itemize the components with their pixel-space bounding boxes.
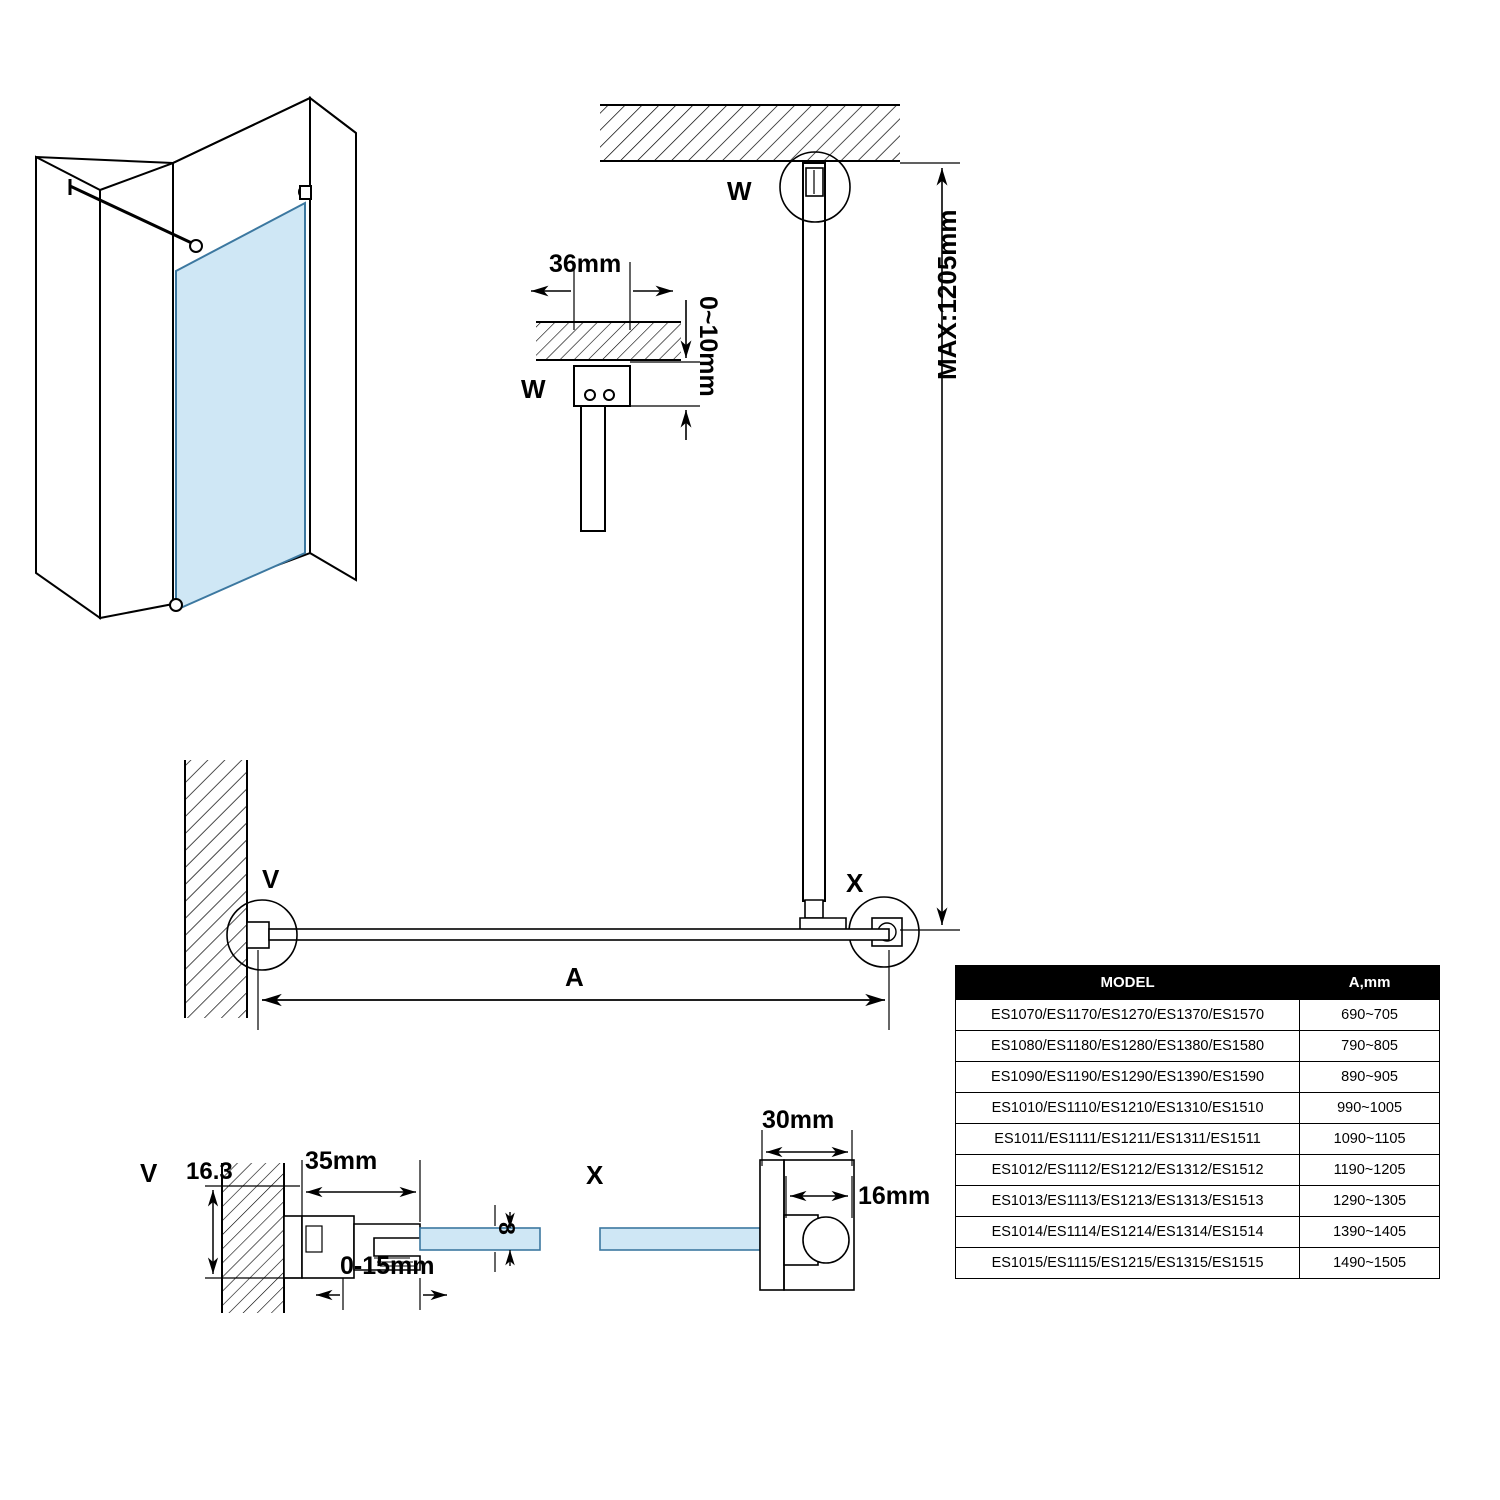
header-a-mm: A,mm — [1300, 966, 1440, 1000]
cell-model: ES1070/ES1170/ES1270/ES1370/ES1570 — [956, 1000, 1300, 1031]
table-header-row — [956, 966, 1440, 1000]
dim-36mm: 36mm — [549, 250, 622, 278]
perspective-view — [36, 98, 356, 618]
label-v-detail: V — [140, 1158, 158, 1188]
cell-a-mm: 1190~1205 — [1300, 1155, 1440, 1186]
table-row — [956, 1093, 1440, 1124]
dim-30mm: 30mm — [762, 1106, 835, 1134]
dim-0-15mm: 0-15mm — [340, 1252, 435, 1280]
cell-model: ES1090/ES1190/ES1290/ES1390/ES1590 — [956, 1062, 1300, 1093]
w-detail-view — [531, 262, 700, 531]
cell-model: ES1013/ES1113/ES1213/ES1313/ES1513 — [956, 1186, 1300, 1217]
cell-a-mm: 1290~1305 — [1300, 1186, 1440, 1217]
dim-a: A — [565, 962, 584, 992]
cell-a-mm: 790~805 — [1300, 1031, 1440, 1062]
cell-model: ES1012/ES1112/ES1212/ES1312/ES1512 — [956, 1155, 1300, 1186]
table-row — [956, 1217, 1440, 1248]
cell-a-mm: 1490~1505 — [1300, 1248, 1440, 1279]
table-row — [956, 1000, 1440, 1031]
dim-0-10mm: 0~10mm — [694, 296, 722, 397]
table-row — [956, 1186, 1440, 1217]
cell-model: ES1014/ES1114/ES1214/ES1314/ES1514 — [956, 1217, 1300, 1248]
cell-a-mm: 990~1005 — [1300, 1093, 1440, 1124]
cell-model: ES1011/ES1111/ES1211/ES1311/ES1511 — [956, 1124, 1300, 1155]
cell-a-mm: 1090~1105 — [1300, 1124, 1440, 1155]
x-detail-view — [600, 1130, 854, 1290]
table-row — [956, 1248, 1440, 1279]
label-x-plan: X — [846, 868, 864, 898]
table-row — [956, 1031, 1440, 1062]
dim-35mm: 35mm — [305, 1147, 378, 1175]
dim-16mm: 16mm — [858, 1182, 931, 1210]
cell-a-mm: 890~905 — [1300, 1062, 1440, 1093]
table-row — [956, 1124, 1440, 1155]
dim-max-1205mm: MAX:1205mm — [932, 209, 962, 380]
dim-8: 8 — [494, 1222, 520, 1235]
cell-model: ES1015/ES1115/ES1215/ES1315/ES1515 — [956, 1248, 1300, 1279]
header-model: MODEL — [956, 966, 1300, 1000]
label-w-detail: W — [521, 374, 546, 404]
table-row — [956, 1062, 1440, 1093]
model-spec-table — [955, 965, 1440, 1279]
v-detail-view — [205, 1160, 540, 1313]
cell-a-mm: 1390~1405 — [1300, 1217, 1440, 1248]
table-row — [956, 1155, 1440, 1186]
cell-a-mm: 690~705 — [1300, 1000, 1440, 1031]
label-v-plan: V — [262, 864, 280, 894]
main-elevation — [600, 105, 960, 967]
label-x-detail: X — [586, 1160, 604, 1190]
cell-model: ES1080/ES1180/ES1280/ES1380/ES1580 — [956, 1031, 1300, 1062]
dim-16-3: 16.3 — [186, 1158, 233, 1185]
plan-view — [185, 760, 889, 1030]
cell-model: ES1010/ES1110/ES1210/ES1310/ES1510 — [956, 1093, 1300, 1124]
label-w-top: W — [727, 176, 752, 206]
